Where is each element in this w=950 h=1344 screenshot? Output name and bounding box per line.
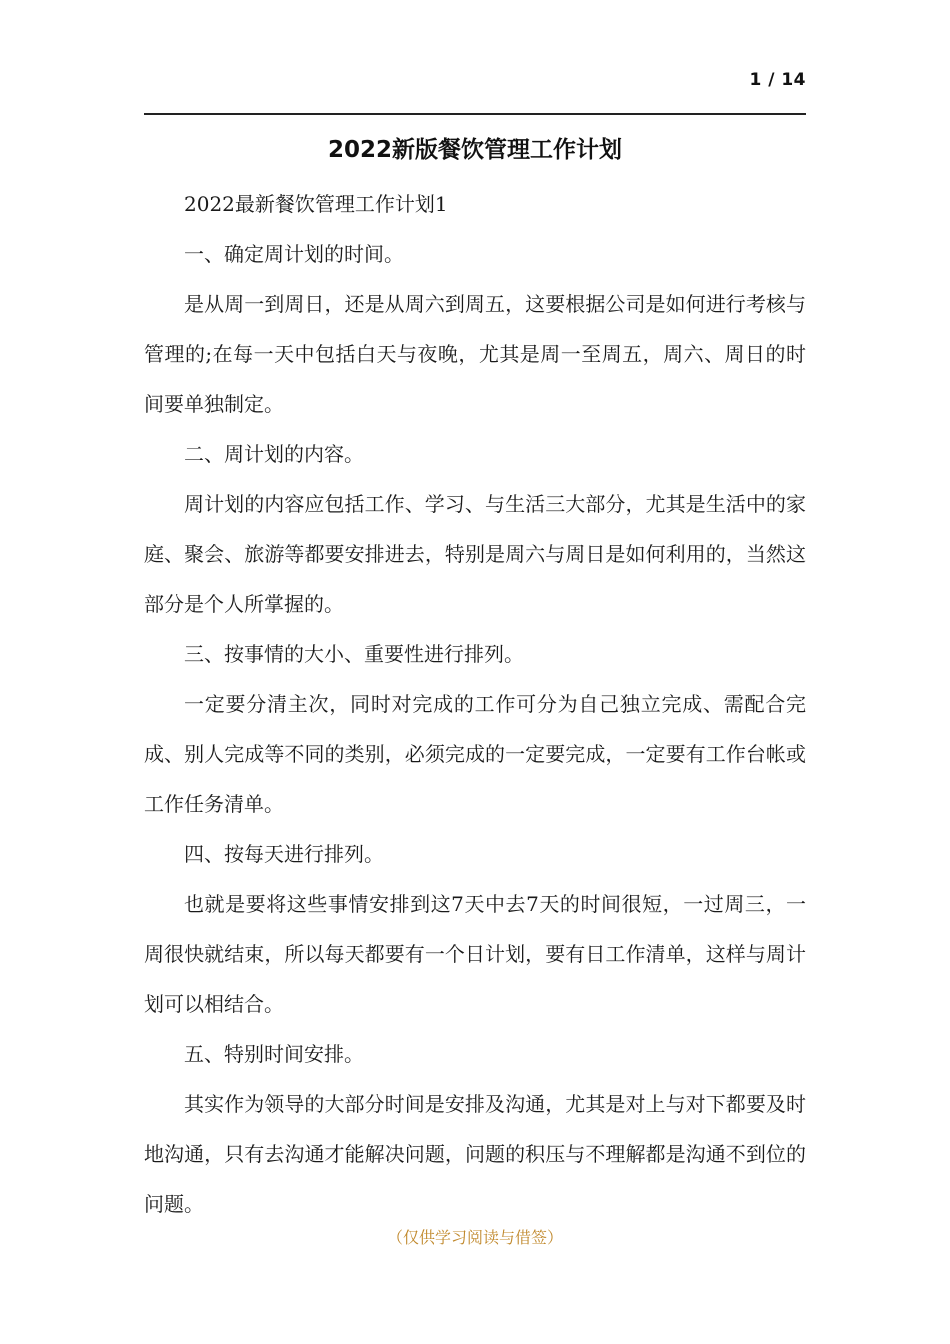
paragraph: 2022最新餐饮管理工作计划1	[184, 192, 448, 216]
paragraph: 二、周计划的内容。	[184, 442, 364, 466]
page-indicator: 1 / 14	[749, 70, 806, 90]
paragraph: 一、确定周计划的时间。	[184, 242, 404, 266]
paragraph: 周计划的内容应包括工作、学习、与生活三大部分，尤其是生活中的家庭、聚会、旅游等都要安排进去，特别是周六与周日是如何利用的，当然这部分是个人所掌握的。	[144, 492, 806, 616]
paragraph: 一定要分清主次，同时对完成的工作可分为自己独立完成、需配合完成、别人完成等不同的类别，必须完成的一定要完成，一定要有工作台帐或工作任务清单。	[144, 692, 806, 816]
paragraph: 四、按每天进行排列。	[184, 842, 384, 866]
document-title: 2022新版餐饮管理工作计划	[327, 137, 622, 163]
paragraph: 其实作为领导的大部分时间是安排及沟通，尤其是对上与对下都要及时地沟通，只有去沟通才能解决问题，问题的积压与不理解都是沟通不到位的问题。	[144, 1092, 806, 1216]
document-body	[144, 179, 806, 1229]
paragraph: 是从周一到周日，还是从周六到周五，这要根据公司是如何进行考核与管理的;在每一天中包括白天与夜晚，尤其是周一至周五，周六、周日的时间要单独制定。	[144, 292, 806, 416]
paragraph: 三、按事情的大小、重要性进行排列。	[184, 642, 524, 666]
paragraph: 五、特别时间安排。	[184, 1042, 364, 1066]
header-divider	[144, 113, 806, 115]
paragraph: 也就是要将这些事情安排到这7天中去7天的时间很短，一过周三，一周很快就结束，所以每天都要有一个日计划，要有日工作清单，这样与周计划可以相结合。	[144, 892, 806, 1016]
footer-note: （仅供学习阅读与借签）	[386, 1228, 563, 1247]
